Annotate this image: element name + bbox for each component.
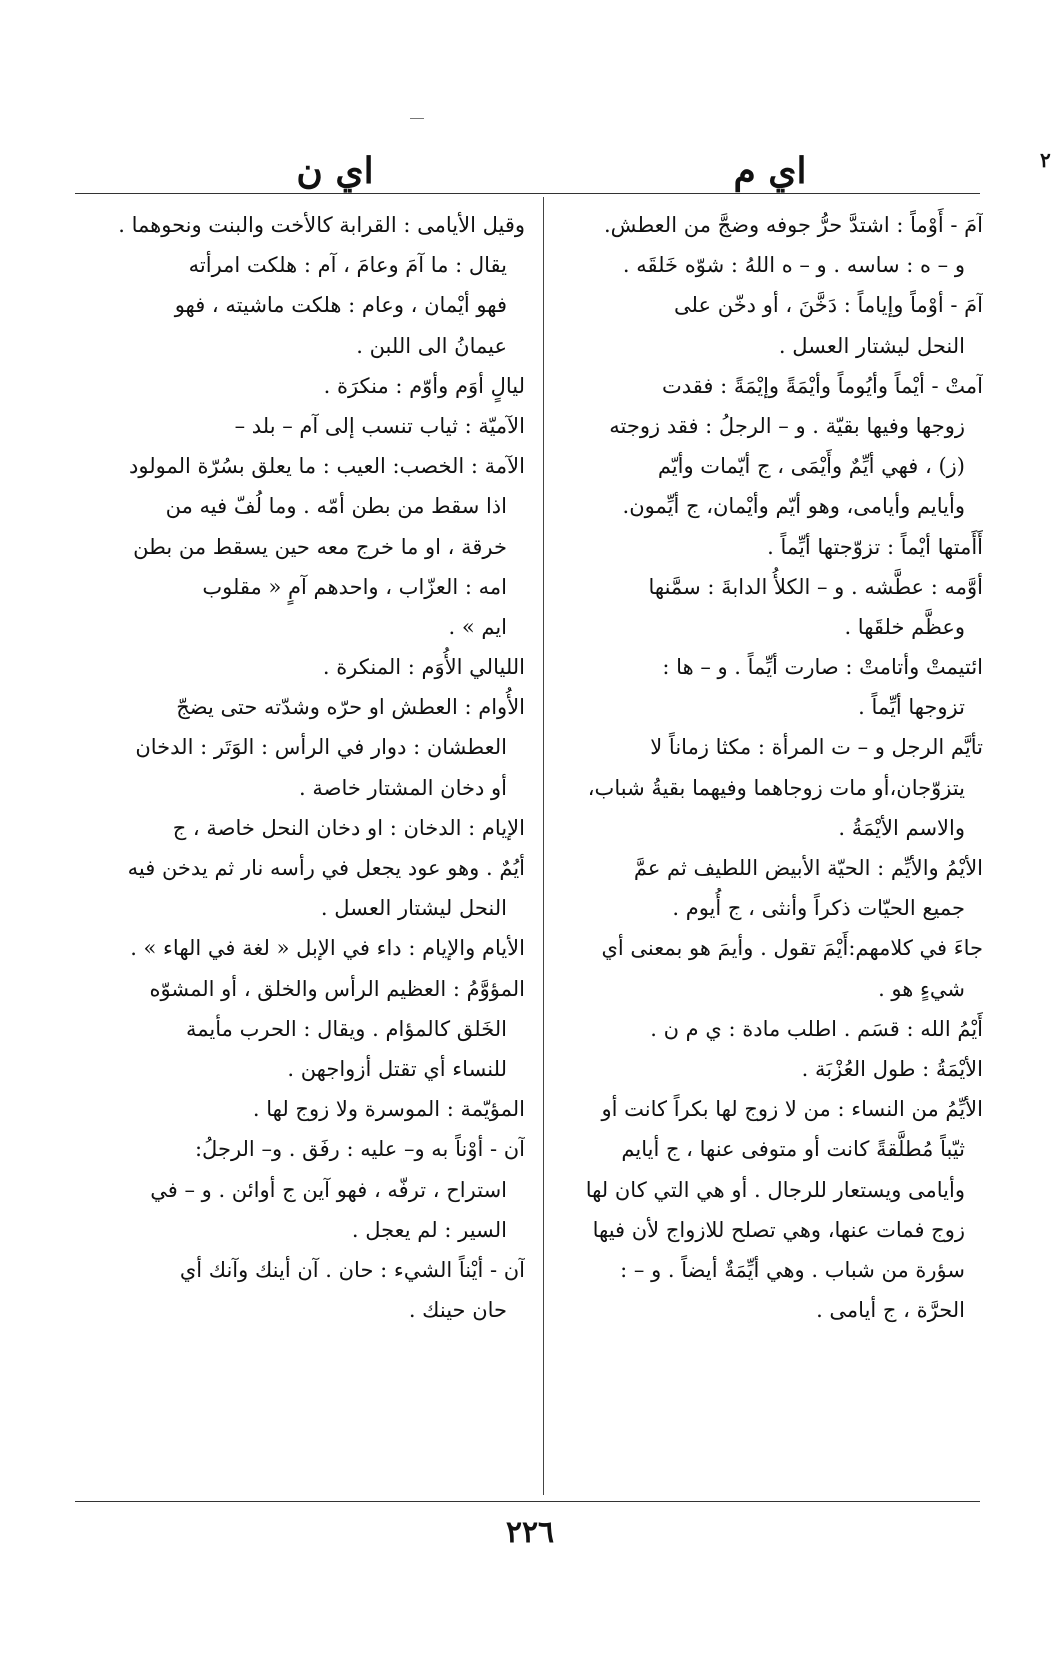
text-line: استراح ، ترفّه ، فهو آين ج أوائن . و – في bbox=[150, 1177, 507, 1202]
text-line: اذا سقط من بطن أمّه . وما لُفّ فيه من bbox=[165, 494, 507, 519]
right-column-header: اي م bbox=[733, 150, 807, 192]
text-line: أو دخان المشتار خاصة . bbox=[299, 775, 507, 800]
text-line: جاءَ في كلامهم:أَيْمَ تقول . وأيمَ هو بمعنى أي bbox=[601, 936, 983, 961]
text-line: الإيام : الدخان : او دخان النحل خاصة ، ج bbox=[172, 815, 525, 840]
text-line: آمَ - أَوْماً : اشتدَّ حرُّ جوفه وضجَّ من العطش. bbox=[604, 213, 983, 237]
text-line: يقال : ما آمَ وعامَ ، آم : هلكت امرأته bbox=[188, 253, 507, 278]
right-column bbox=[553, 205, 983, 1495]
text-line: وأيايم وأيامى، وهو أيّم وأيْمان، ج أيِّمون. bbox=[622, 494, 965, 519]
text-line: النحل ليشتار العسل . bbox=[778, 333, 965, 358]
text-line: المؤيّمة : الموسرة ولا زوج لها . bbox=[252, 1097, 525, 1122]
text-line: الأيام والإيام : داء في الإبل « لغة في الهاء » . bbox=[130, 936, 525, 961]
text-line: الآمة : الخصب: العيب : ما يعلق بسُرّة المولود bbox=[129, 454, 525, 479]
header-rule bbox=[75, 193, 980, 194]
text-line: ليالٍ أوَم وأوّم : منكرَة . bbox=[323, 373, 525, 398]
page-number: ٢٢٦ bbox=[505, 1515, 555, 1550]
column-divider bbox=[543, 197, 544, 1495]
text-line: العطشان : دوار في الرأس : الوَتَر : الدخان bbox=[135, 735, 507, 760]
text-line: الليالي الأُوَم : المنكرة . bbox=[322, 655, 525, 680]
text-line: (ز) ، فهي أيِّمٌ وأَيْمَى ، ج أيّمات وأيّم bbox=[657, 454, 965, 479]
text-line: عيمانُ الى اللبن . bbox=[356, 333, 507, 358]
left-column bbox=[95, 205, 525, 1495]
text-line: الحرَّة ، ج أيامى . bbox=[816, 1298, 965, 1323]
text-line: ثيّباً مُطلَّقةً كانت أو متوفى عنها ، ج أيايم bbox=[621, 1137, 965, 1162]
text-line: السير : لم يعجل . bbox=[351, 1217, 507, 1242]
text-line: الأيِّمُ من النساء : من لا زوج لها بكراً كانت أو bbox=[601, 1097, 983, 1122]
text-line: أيُمٌ . وهو عود يجعل في رأسه نار ثم يدخن فيه bbox=[127, 856, 525, 880]
text-line: سؤرة من شباب . وهي أيِّمَةٌ أيضاً . و – : bbox=[620, 1257, 965, 1282]
text-line: آن - أوْناً به و– عليه : رفَق . و– الرجلُ: bbox=[194, 1137, 525, 1162]
text-line: تزوجها أيِّماً . bbox=[858, 695, 965, 720]
text-line: النحل ليشتار العسل . bbox=[320, 896, 507, 921]
text-line: للنساء أي تقتل أزواجهن . bbox=[287, 1056, 507, 1081]
text-line: خرقة ، او ما خرج معه حين يسقط من بطن bbox=[133, 534, 507, 559]
text-line: امه : العزّاب ، واحدهم آمٍ « مقلوب bbox=[202, 574, 507, 599]
text-line: يتزوّجان،أو مات زوجاهما وفيهما بقيةُ شباب، bbox=[587, 775, 965, 800]
text-line: وقيل الأيامى : القرابة كالأخت والبنت ونحوهما . bbox=[118, 213, 525, 237]
text-line: الأيْمُ والأيِّم : الحيّة الأبيض اللطيف ثم عمَّ bbox=[633, 856, 983, 880]
text-line: وأيامى ويستعار للرجال . أو هي التي كان لها bbox=[585, 1177, 965, 1202]
text-line: ايم » . bbox=[448, 614, 507, 639]
text-line: جميع الحيّات ذكراً وأنثى ، ج أُيوم . bbox=[672, 896, 965, 921]
text-line: زوج فمات عنها، وهي تصلح للازواج لأن فيها bbox=[592, 1217, 965, 1242]
text-line: شيءٍ هو . bbox=[878, 976, 965, 1001]
left-column-header: اي ن bbox=[296, 150, 374, 192]
text-line: الآميّة : ثياب تنسب إلى آم – بلد – bbox=[234, 413, 525, 438]
text-line: و – ه : ساسه . و – ه اللهُ : شوّه خَلقَه . bbox=[622, 253, 965, 278]
text-line: أَأَمتها أيْماً : تزوّجتها أيِّماً . bbox=[767, 534, 983, 559]
text-line: تأيَّم الرجل و – ت المرأة : مكثا زماناً لا bbox=[650, 735, 983, 760]
text-line: والاسم الأيْمَةُ . bbox=[838, 815, 965, 840]
text-line: فهو أيْمان ، وعام : هلكت ماشيته ، فهو bbox=[174, 293, 507, 318]
text-line: الخَلق كالمؤام . ويقال : الحرب مأيمة bbox=[186, 1016, 507, 1041]
text-line: آمتْ - أيْماً وأيُوماً وأيْمَةً وإيْمَةً : فقدت bbox=[661, 373, 983, 398]
text-line: أوَّمه : عطَّشه . و – الكلأُ الدابةَ : سمَّنها bbox=[648, 574, 983, 599]
text-line: الأُوام : العطش او حرّه وشدّته حتى يضجّ bbox=[176, 695, 525, 720]
text-line: آن - أيْناً الشيء : حان . آن أينك وآنك أي bbox=[179, 1257, 525, 1282]
text-line: ائتيمتْ وأتامتْ : صارت أيِّماً . و – ها : bbox=[662, 655, 983, 680]
text-line: آمَ - أوْماً وإياماً : دَخَّنَ ، أو دخّن على bbox=[674, 293, 983, 318]
text-line: حان حينك . bbox=[408, 1298, 507, 1323]
text-line: زوجها وفيها بقيّة . و – الرجلُ : فقد زوجته bbox=[609, 413, 965, 438]
text-line: المؤوَّمُ : العظيم الرأس والخلق ، أو المشوّه bbox=[149, 976, 525, 1001]
page-speck bbox=[410, 118, 424, 119]
text-line: أَيْمُ الله : قسَم . اطلب مادة : ي م ن . bbox=[650, 1016, 983, 1041]
text-line: وعظَّم خلقَها . bbox=[844, 614, 965, 639]
margin-mark: ٢ bbox=[1040, 148, 1051, 172]
footer-rule bbox=[75, 1501, 980, 1502]
text-line: الأيْمَةُ : طول العُزْبَة . bbox=[801, 1056, 983, 1081]
